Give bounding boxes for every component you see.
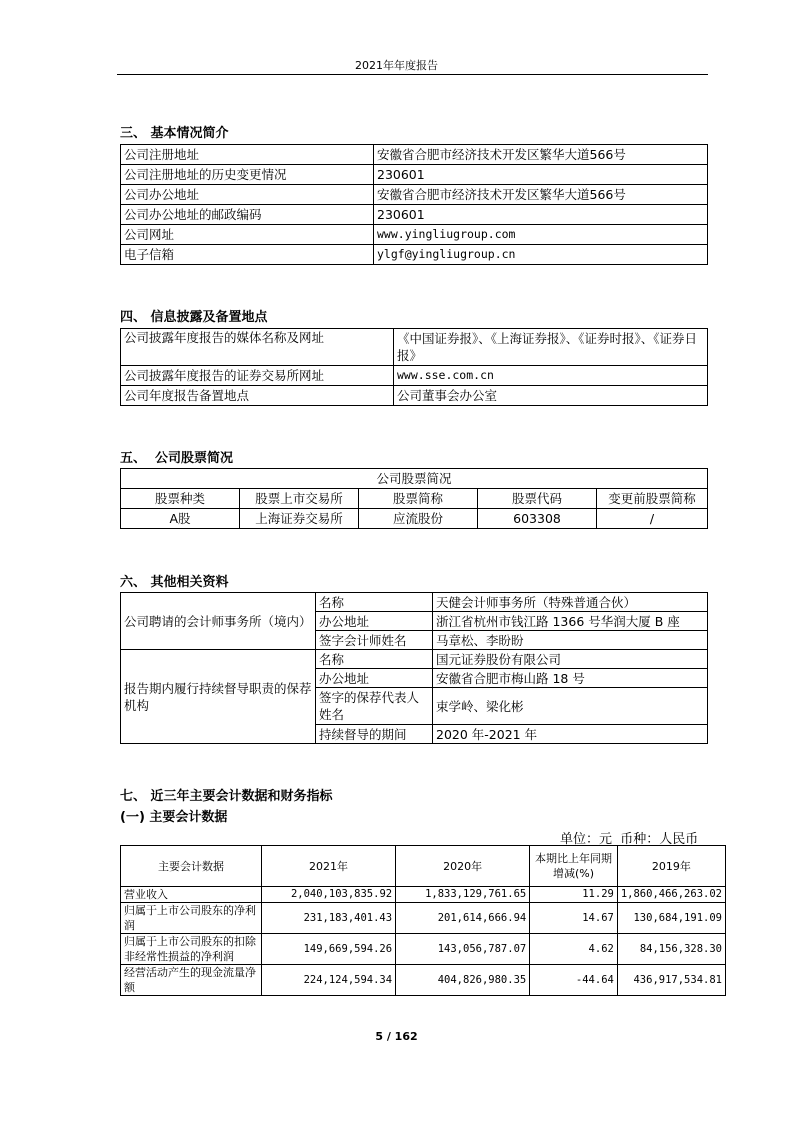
header-divider (117, 74, 708, 75)
value-cell: 天健会计师事务所（特殊普通合伙） (433, 593, 708, 612)
section-5-title: 五、 公司股票简况 (120, 451, 234, 466)
table-row (121, 887, 726, 903)
value-cell: 马章松、李盼盼 (433, 631, 708, 650)
value-2019: 84,156,328.30 (617, 934, 725, 965)
value-cell: 《中国证券报》、《上海证券报》、《证券时报》、《证券日报》 (394, 329, 708, 366)
unit-note: 单位：元 币种：人民币 (560, 832, 699, 847)
stock-table (120, 468, 708, 529)
value-2021: 231,183,401.43 (261, 903, 395, 934)
value-2019: 1,860,466,263.02 (617, 887, 725, 903)
label-cell: 公司网址 (121, 225, 374, 245)
related-info-table (120, 592, 708, 744)
previous-short-name: / (597, 509, 708, 529)
value-2020: 1,833,129,761.65 (396, 887, 530, 903)
section-3-title: 三、 基本情况简介 (120, 126, 229, 141)
row-label: 经营活动产生的现金流量净额 (121, 965, 262, 996)
label-cell: 公司年度报告备置地点 (121, 386, 394, 406)
page-number: 5 / 162 (375, 1030, 418, 1043)
label-cell: 公司注册地址的历史变更情况 (121, 165, 374, 185)
disclosure-table (120, 328, 708, 406)
table-row (121, 145, 708, 165)
row-label: 归属于上市公司股东的净利润 (121, 903, 262, 934)
table-row (121, 165, 708, 185)
table-header-row (121, 846, 726, 887)
column-header: 主要会计数据 (121, 846, 262, 887)
label-cell: 电子信箱 (121, 245, 374, 265)
value-2019: 436,917,534.81 (617, 965, 725, 996)
label-cell: 公司办公地址的邮政编码 (121, 205, 374, 225)
column-header: 本期比上年同期增减(%) (530, 846, 618, 887)
table-caption: 公司股票简况 (121, 469, 708, 489)
value-cell: 安徽省合肥市梅山路 18 号 (433, 669, 708, 688)
group-label: 公司聘请的会计师事务所（境内） (121, 593, 316, 650)
table-row (121, 185, 708, 205)
email-link[interactable]: ylgf@yingliugroup.cn (374, 245, 708, 265)
value-2020: 143,056,787.07 (396, 934, 530, 965)
table-row (121, 650, 708, 669)
section-7-title: 七、 近三年主要会计数据和财务指标 (120, 789, 333, 804)
table-row (121, 225, 708, 245)
value-2020: 201,614,666.94 (396, 903, 530, 934)
key-cell: 名称 (316, 650, 433, 669)
change-pct: 4.62 (530, 934, 618, 965)
column-header: 2021年 (261, 846, 395, 887)
change-pct: 14.67 (530, 903, 618, 934)
key-cell: 办公地址 (316, 612, 433, 631)
table-row (121, 593, 708, 612)
column-header: 股票简称 (359, 489, 478, 509)
column-header: 股票种类 (121, 489, 240, 509)
key-cell: 办公地址 (316, 669, 433, 688)
exchange-link[interactable]: www.sse.com.cn (394, 366, 708, 386)
basic-info-table (120, 144, 708, 265)
value-2021: 2,040,103,835.92 (261, 887, 395, 903)
value-2021: 224,124,594.34 (261, 965, 395, 996)
section-4-title: 四、 信息披露及备置地点 (120, 310, 268, 325)
column-header: 股票代码 (478, 489, 597, 509)
value-cell: 公司董事会办公室 (394, 386, 708, 406)
change-pct: 11.29 (530, 887, 618, 903)
key-cell: 签字会计师姓名 (316, 631, 433, 650)
stock-short-name: 应流股份 (359, 509, 478, 529)
change-pct: -44.64 (530, 965, 618, 996)
table-header-row (121, 489, 708, 509)
label-cell: 公司办公地址 (121, 185, 374, 205)
value-cell: 2020 年-2021 年 (433, 725, 708, 744)
table-row (121, 469, 708, 489)
column-header: 股票上市交易所 (240, 489, 359, 509)
value-cell: 安徽省合肥市经济技术开发区繁华大道566号 (374, 145, 708, 165)
stock-exchange: 上海证券交易所 (240, 509, 359, 529)
table-row (121, 245, 708, 265)
table-row (121, 386, 708, 406)
table-row (121, 329, 708, 366)
row-label: 归属于上市公司股东的扣除非经常性损益的净利润 (121, 934, 262, 965)
table-row (121, 965, 726, 996)
value-cell: 国元证券股份有限公司 (433, 650, 708, 669)
value-2019: 130,684,191.09 (617, 903, 725, 934)
value-cell: 230601 (374, 165, 708, 185)
stock-type: A股 (121, 509, 240, 529)
group-label: 报告期内履行持续督导职责的保荐机构 (121, 650, 316, 744)
column-header: 2020年 (396, 846, 530, 887)
label-cell: 公司披露年度报告的证券交易所网址 (121, 366, 394, 386)
label-cell: 公司注册地址 (121, 145, 374, 165)
key-cell: 名称 (316, 593, 433, 612)
value-2021: 149,669,594.26 (261, 934, 395, 965)
key-cell: 签字的保荐代表人姓名 (316, 688, 433, 725)
label-cell: 公司披露年度报告的媒体名称及网址 (121, 329, 394, 366)
table-row (121, 509, 708, 529)
table-row (121, 934, 726, 965)
section-6-title: 六、 其他相关资料 (120, 575, 229, 590)
table-row (121, 205, 708, 225)
stock-code: 603308 (478, 509, 597, 529)
page-header: 2021年年度报告 (355, 59, 438, 72)
table-row (121, 903, 726, 934)
value-cell: 束学岭、梁化彬 (433, 688, 708, 725)
website-link[interactable]: www.yingliugroup.com (374, 225, 708, 245)
column-header: 变更前股票简称 (597, 489, 708, 509)
column-header: 2019年 (617, 846, 725, 887)
value-cell: 230601 (374, 205, 708, 225)
accounting-data-table (120, 845, 726, 996)
row-label: 营业收入 (121, 887, 262, 903)
key-cell: 持续督导的期间 (316, 725, 433, 744)
value-cell: 安徽省合肥市经济技术开发区繁华大道566号 (374, 185, 708, 205)
section-7-subtitle: (一) 主要会计数据 (120, 810, 228, 825)
value-2020: 404,826,980.35 (396, 965, 530, 996)
value-cell: 浙江省杭州市钱江路 1366 号华润大厦 B 座 (433, 612, 708, 631)
table-row (121, 366, 708, 386)
